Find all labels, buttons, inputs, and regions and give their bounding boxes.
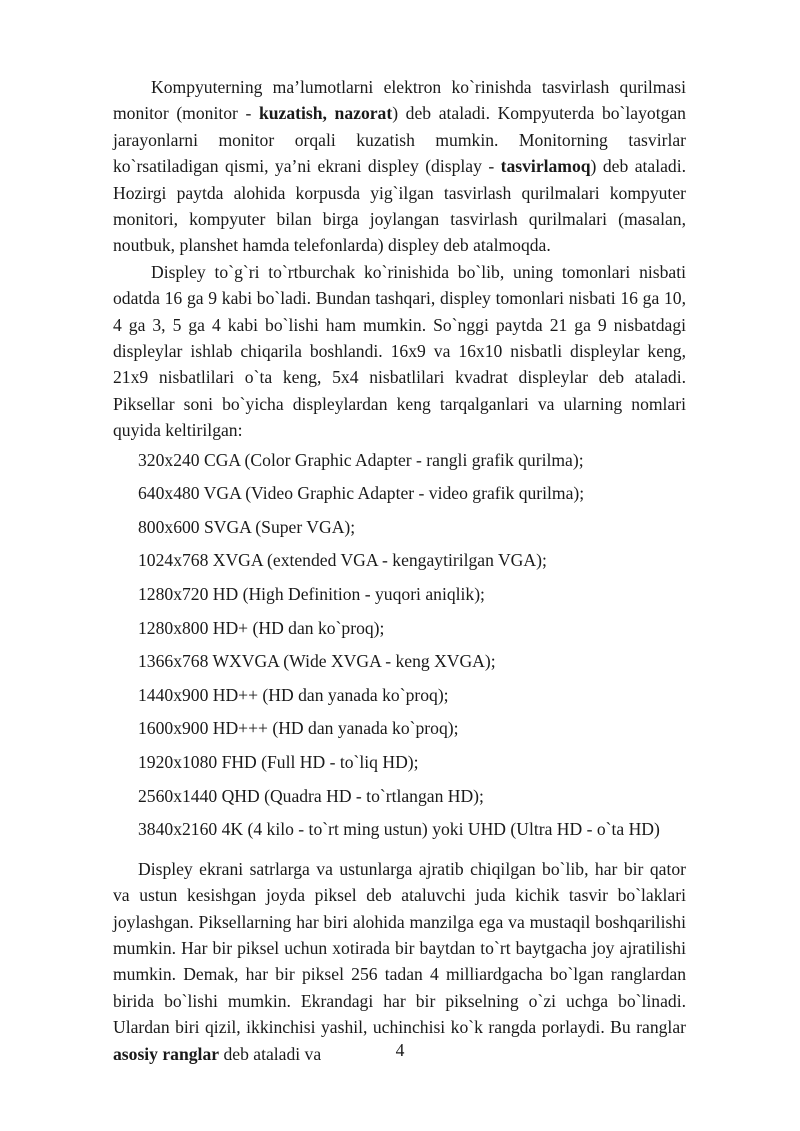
resolution-list [113, 447, 686, 850]
paragraph-display-ratio: Displey to`g`ri to`rtburchak ko`rinishida bo`lib, uning tomonlari nisbati odatda 16 ga 9 kabi bo`ladi. Bundan tashqari, displey tomonlari nisbati 16 ga 10, 4 ga 3, 5 ga 4 kabi bo`lishi ham mumkin. So`nggi paytda 21 ga 9 nisbatdagi displeylar ishlab chiqarila boshlandi. 16x9 va 16x10 nisbatli displeylar keng, 21x9 nisbatlilari o`ta keng, 5x4 nisbatlilari kvadrat displeylar deb ataladi. Piksellar soni bo`yicha displeylardan keng tarqalganlari va ularning nomlari quyida keltirilgan: [113, 261, 686, 441]
paragraph-pixels [113, 856, 686, 1067]
paragraph-text: Kompyuterning ma’lumotlarni elektron ko`rinishda tasvirlash qurilmasi monitor (monitor - [113, 77, 686, 124]
paragraph-text: deb ataladi va [219, 1043, 322, 1064]
list-item: 1366x768 WXVGA (Wide XVGA - keng XVGA); [138, 651, 496, 672]
list-item: 1600x900 HD+++ (HD dan yanada ko`proq); [138, 718, 459, 739]
bold-term-asosiy-ranglar: asosiy ranglar [113, 1043, 220, 1064]
list-item: 1280x720 HD (High Definition - yuqori aniqlik); [138, 584, 485, 605]
list-item: 1440x900 HD++ (HD dan yanada ko`proq); [138, 684, 449, 705]
paragraph-text: ) deb ataladi. Hozirgi paytda alohida korpusda yig`ilgan tasvirlash qurilmalari kompyuter monitori, kompyuter bilan birga joylangan tasvirlash qurilmalari (masalan, noutbuk, planshet hamda telefonlarda) displey deb atalmoqda. [113, 156, 686, 256]
bold-term-tasvirlamoq: tasvirlamoq [500, 156, 591, 177]
document-body [113, 74, 686, 1067]
list-item: 1920x1080 FHD (Full HD - to`liq HD); [138, 752, 419, 773]
list-item: 800x600 SVGA (Super VGA); [138, 516, 356, 537]
page-number: 4 [395, 1040, 405, 1060]
list-item: 2560x1440 QHD (Quadra HD - to`rtlangan HD); [138, 785, 484, 806]
bold-term-kuzatish: kuzatish, nazorat [258, 103, 393, 124]
list-item: 320x240 CGA (Color Graphic Adapter - rangli grafik qurilma); [138, 449, 584, 470]
paragraph-text: Displey ekrani satrlarga va ustunlarga ajratib chiqilgan bo`lib, har bir qator va ustun kesishgan joyda piksel deb ataluvchi juda kichik tasvir bo`laklari joylashgan. Piksellarning har biri alohida manzilga ega va mustaqil boshqarilishi mumkin. Har bir piksel uchun xotirada bir baytdan to`rt baytgacha joy ajratilishi mumkin. Demak, har bir piksel 256 tadan 4 milliardgacha bo`lgan ranglardan birida bo`lishi mumkin. Ekrandagi har bir pikselning o`zi uchga bo`linadi. Ulardan biri qizil, ikkinchisi yashil, uchinchisi ko`k rangda porlaydi. Bu ranglar [113, 858, 686, 1038]
list-item: 1024x768 XVGA (extended VGA - kengaytirilgan VGA); [138, 550, 547, 571]
paragraph-monitor [113, 74, 686, 259]
list-item: 640x480 VGA (Video Graphic Adapter - video grafik qurilma); [138, 483, 585, 504]
list-item: 1280x800 HD+ (HD dan ko`proq); [138, 617, 385, 638]
list-item: 3840x2160 4K (4 kilo - to`rt ming ustun) yoki UHD (Ultra HD - o`ta HD) [138, 819, 660, 840]
paragraph-text: ) deb ataladi. Kompyuterda bo`layotgan jarayonlarni monitor orqali kuzatish mumkin. Monitorning tasvirlar ko`rsatiladigan qismi, ya’ni ekrani displey (display - [113, 103, 686, 177]
